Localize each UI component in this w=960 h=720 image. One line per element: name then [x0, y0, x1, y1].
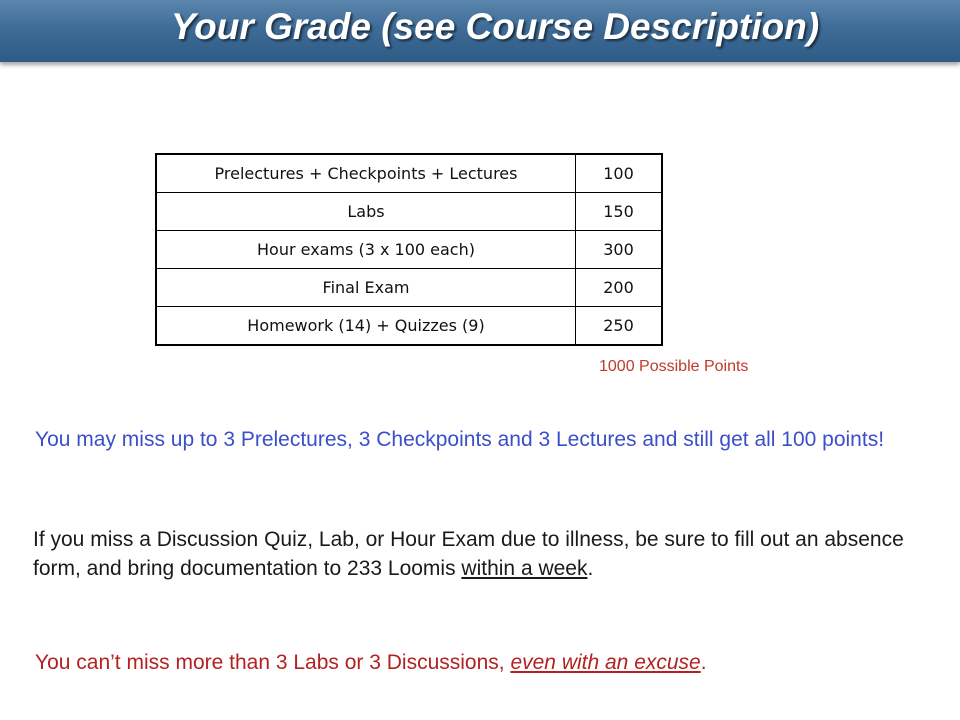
- absence-text: If you miss a Discussion Quiz, Lab, or Hour Exam due to illness, be sure to fill out an absence form, and bring documentation to 233 Loomis: [33, 528, 904, 580]
- points-cell: 250: [576, 307, 663, 346]
- table-row: [156, 307, 662, 346]
- points-cell: 100: [576, 154, 663, 193]
- excuse-emphasis: even with an excuse: [510, 651, 701, 674]
- points-cell: 200: [576, 269, 663, 307]
- category-cell: Hour exams (3 x 100 each): [156, 231, 576, 269]
- table-row: [156, 154, 662, 193]
- limit-note: [35, 648, 935, 677]
- absence-note: [33, 525, 933, 583]
- deadline-emphasis: within a week: [461, 557, 588, 580]
- category-cell: Homework (14) + Quizzes (9): [156, 307, 576, 346]
- total-points: 1000 Possible Points: [599, 358, 749, 375]
- limit-period: .: [700, 651, 707, 674]
- miss-allowance-note: You may miss up to 3 Prelectures, 3 Checkpoints and 3 Lectures and still get all 100 points!: [35, 428, 885, 451]
- category-cell: Labs: [156, 193, 576, 231]
- page-title: Your Grade (see Course Description): [170, 6, 820, 47]
- category-cell: Prelectures + Checkpoints + Lectures: [156, 154, 576, 193]
- table-row: [156, 193, 662, 231]
- absence-period: .: [587, 557, 594, 580]
- table-row: [156, 231, 662, 269]
- category-cell: Final Exam: [156, 269, 576, 307]
- points-cell: 300: [576, 231, 663, 269]
- limit-text: You can’t miss more than 3 Labs or 3 Discussions,: [35, 651, 511, 674]
- grade-table: [155, 153, 663, 346]
- points-cell: 150: [576, 193, 663, 231]
- title-bar: [0, 0, 960, 62]
- table-row: [156, 269, 662, 307]
